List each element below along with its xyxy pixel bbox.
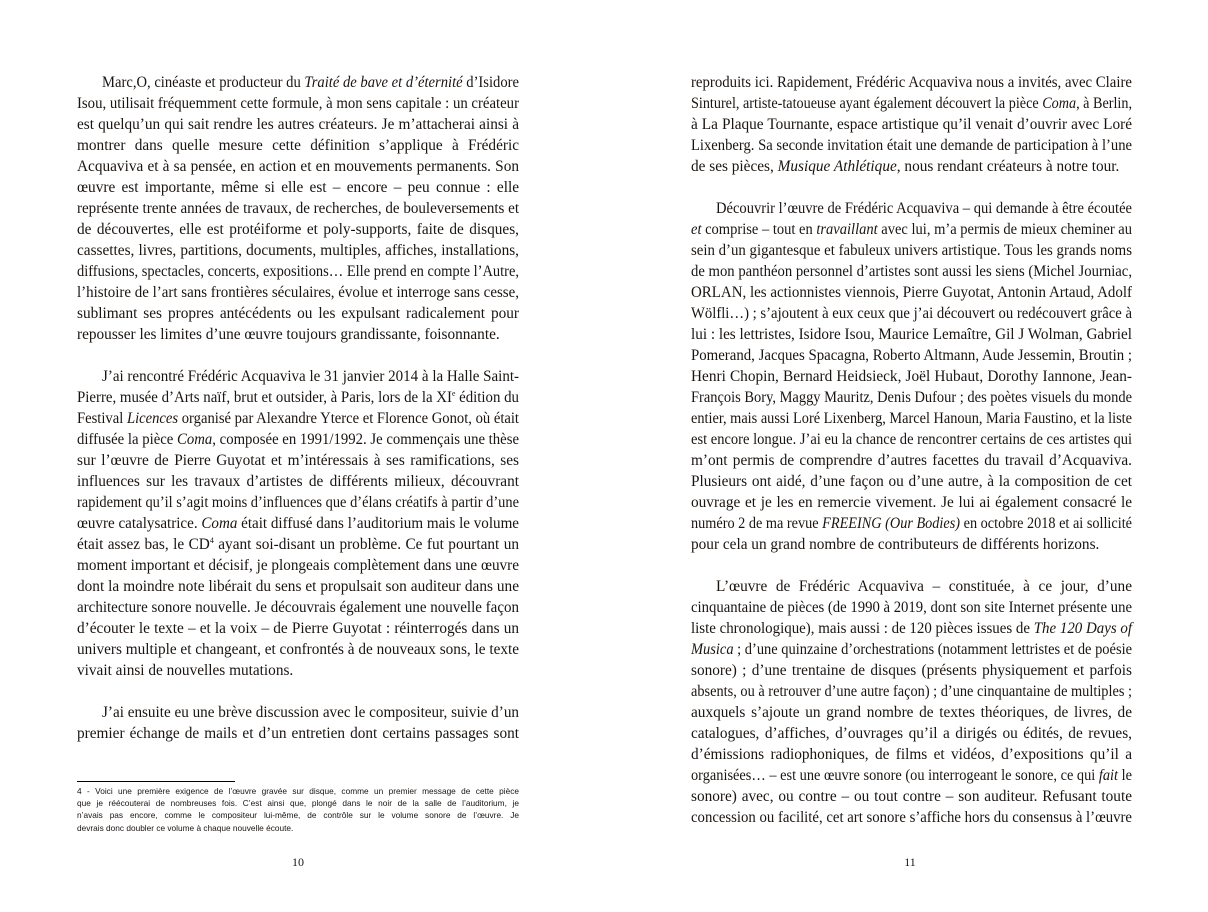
text-line: [77, 261, 519, 282]
text-line: [691, 324, 1132, 345]
text-segment: édition du: [455, 389, 519, 406]
text-segment: cinquantaine de pièces (de 1990 à 2019, dont son site Internet présente une: [691, 599, 1132, 616]
text-segment: de découvertes, elle est protéiforme et poly-supports, faite de disques,: [77, 221, 519, 238]
text-line: [77, 114, 519, 135]
italic-text: Coma: [1042, 95, 1077, 112]
text-line: [691, 723, 1132, 744]
right-page: [604, 0, 1208, 912]
text-segment: le: [1118, 767, 1132, 784]
paragraph: [77, 72, 519, 345]
text-segment: est encore longue. J’ai eu la chance de rencontrer certains de ces artistes qui: [691, 431, 1132, 448]
text-segment: pour cela un grand nombre de contributeurs de différents horizons.: [691, 536, 1100, 553]
footnote: [77, 785, 519, 834]
text-segment: reproduits ici. Rapidement, Frédéric Acquaviva nous a invités, avec Claire: [691, 74, 1132, 91]
body-text: [691, 72, 1132, 849]
text-line: [691, 597, 1132, 618]
text-segment: vivait ainsi de nouvelles mutations.: [77, 662, 294, 679]
text-segment: univers multiple et changeant, et confrontés à de nouveaux sons, le texte: [77, 641, 519, 658]
footnote-text: que je réécouterai de nombreuses fois. C’est ainsi que, plongé dans le noir de la salle de l’auditorium, je: [77, 798, 519, 809]
text-segment: Découvrir l’œuvre de Frédéric Acquaviva – qui demande à être écoutée: [716, 200, 1132, 217]
body-text: [77, 72, 519, 765]
text-line: [691, 261, 1132, 282]
text-line: [691, 639, 1132, 660]
text-segment: , nous rendant créateurs à notre tour.: [896, 158, 1120, 175]
text-line: [691, 513, 1132, 534]
text-line: [691, 450, 1132, 471]
text-line: [691, 660, 1132, 681]
text-line: [691, 534, 1132, 555]
footnote-separator: [77, 781, 235, 782]
text-segment: était assez bas, le CD: [77, 536, 210, 553]
text-segment: œuvre est importante, même si elle est – encore – peu connue : elle: [77, 179, 519, 196]
text-line: [77, 702, 519, 723]
text-segment: d’Isidore: [462, 74, 519, 91]
text-line: [77, 72, 519, 93]
text-segment: Henri Chopin, Bernard Heidsieck, Joël Hubaut, Dorothy Iannone, Jean-: [691, 368, 1132, 385]
text-segment: rapidement qu’il s’agit moins d’influences que d’élans créatifs à partir d’une: [77, 494, 519, 511]
text-line: [77, 471, 519, 492]
italic-text: Musica: [691, 641, 734, 658]
text-segment: Marc,O, cinéaste et producteur du: [102, 74, 305, 91]
text-segment: de ses pièces,: [691, 158, 778, 175]
italic-text: Traité de bave et d’éternité: [304, 74, 463, 91]
text-segment: dont la moindre note libérait du sens et propulsait son auditeur dans une: [77, 578, 519, 595]
text-segment: m’ont permis de comprendre d’autres facettes du travail d’Acquaviva.: [691, 452, 1132, 469]
text-line: [77, 366, 519, 387]
italic-text: Musique Athlétique: [777, 158, 897, 175]
text-segment: de mon panthéon personnel d’artistes sont aussi les siens (Michel Journiac,: [691, 263, 1132, 280]
text-segment: en octobre 2018 et ai sollicité: [960, 515, 1132, 532]
italic-text: The 120 Days of: [1033, 620, 1132, 637]
text-line: [77, 282, 519, 303]
text-segment: organisé par Alexandre Yterce et Florence Gonot, où était: [178, 410, 519, 427]
text-line: [691, 198, 1132, 219]
text-line: [77, 324, 519, 345]
text-segment: concession ou facilité, cet art sonore s’affiche hors du consensus à l’œuvre: [691, 809, 1132, 826]
text-line: [77, 513, 519, 534]
paragraph: [691, 72, 1132, 177]
text-line: [77, 534, 519, 555]
text-segment: Pomerand, Jacques Spacagna, Roberto Altmann, Aude Jessemin, Broutin ;: [691, 347, 1132, 364]
footnote-line: [77, 822, 519, 834]
text-segment: Lixenberg. Sa seconde invitation était une demande de participation à l’une: [691, 137, 1132, 154]
footnote-text: 4 - Voici une première exigence de l’œuvre gravée sur disque, comme un premier message de cette pièce: [77, 786, 519, 796]
text-segment: Wölfli…) ; s’ajoutent à eux ceux que j’ai découvert ou redécouvert grâce à: [691, 305, 1132, 322]
text-segment: l’histoire de l’art sans frontières séculaires, évolue et interroge sans cesse,: [77, 284, 519, 301]
text-segment: cassettes, livres, partitions, documents, multiples, affiches, installations,: [77, 242, 519, 259]
text-segment: d’écouter le texte – et la voix – de Pierre Guyotat : réinterrogés dans un: [77, 620, 519, 637]
text-segment: à La Plaque Tournante, espace artistique qu’il venait d’ouvrir avec Loré: [691, 116, 1132, 133]
text-segment: comprise – tout en: [701, 221, 817, 238]
text-line: [691, 702, 1132, 723]
superscript: 4: [209, 536, 214, 545]
italic-text: FREEING (Our Bodies): [822, 515, 961, 532]
text-line: [77, 450, 519, 471]
text-line: [691, 765, 1132, 786]
text-segment: liste chronologique), mais aussi : de 120 pièces issues de: [691, 620, 1034, 637]
text-line: [77, 429, 519, 450]
italic-text: Coma: [201, 515, 238, 532]
text-segment: avec lui, m’a permis de mieux cheminer au: [877, 221, 1132, 238]
text-segment: numéro 2 de ma revue: [691, 515, 823, 532]
text-segment: Isou, utilisait fréquemment cette formule, à mon sens capitale : un créateur: [77, 95, 519, 112]
text-segment: était diffusé dans l’auditorium mais le volume: [237, 515, 519, 532]
text-line: [77, 387, 519, 408]
text-segment: sein d’un gigantesque et fabuleux univers artistique. Tous les grands noms: [691, 242, 1132, 259]
text-segment: lui : les lettristes, Isidore Isou, Maurice Lemaître, Gil J Wolman, Gabriel: [691, 326, 1132, 343]
text-line: [77, 660, 519, 681]
text-segment: François Bory, Maggy Mauritz, Denis Dufour ; des poètes visuels du monde: [691, 389, 1132, 406]
text-segment: sonore) ; d’une trentaine de disques (présents physiquement et parfois: [691, 662, 1132, 679]
italic-text: fait: [1098, 767, 1119, 784]
text-line: [77, 219, 519, 240]
text-segment: repousser les limites d’une œuvre toujours grandissante, foisonnante.: [77, 326, 500, 343]
text-line: [691, 114, 1132, 135]
text-segment: sur l’œuvre de Pierre Guyotat et m’intéressais à ses ramifications, ses: [77, 452, 519, 469]
text-line: [77, 198, 519, 219]
text-line: [77, 303, 519, 324]
text-line: [691, 387, 1132, 408]
text-line: [691, 618, 1132, 639]
text-segment: ORLAN, les actionnistes viennois, Pierre Guyotat, Antonin Artaud, Adolf: [691, 284, 1132, 301]
text-line: [691, 72, 1132, 93]
text-segment: premier échange de mails et d’un entretien dont certains passages sont: [77, 725, 519, 742]
text-line: [77, 177, 519, 198]
text-line: [77, 156, 519, 177]
footnote-text: devrais donc doubler ce volume à chaque nouvelle écoute.: [77, 822, 294, 833]
text-segment: J’ai ensuite eu une brève discussion avec le compositeur, suivie d’un: [102, 704, 519, 721]
text-segment: ayant soi-disant un problème. Ce fut pourtant un: [213, 536, 520, 553]
text-line: [77, 576, 519, 597]
text-line: [77, 723, 519, 744]
text-line: [691, 240, 1132, 261]
footnote-line: [77, 797, 519, 809]
text-segment: montrer dans quelle mesure cette définition s’applique à Frédéric: [77, 137, 519, 154]
text-segment: œuvre catalysatrice.: [77, 515, 202, 532]
text-line: [691, 786, 1132, 807]
text-segment: diffusions, spectacles, concerts, expositions… Elle prend en compte l’Autre,: [77, 263, 519, 280]
text-segment: catalogues, d’affiches, d’ouvrages qu’il a dirigés ou édités, de revues,: [691, 725, 1132, 742]
italic-text: Coma: [177, 431, 213, 448]
text-segment: Plusieurs ont aidé, d’une façon ou d’une autre, à la composition de cet: [691, 473, 1132, 490]
page-number: 11: [904, 855, 916, 869]
italic-text: travaillant: [816, 221, 878, 238]
text-segment: sonore) avec, ou contre – ou tout contre – son auditeur. Refusant toute: [691, 788, 1132, 805]
text-line: [691, 303, 1132, 324]
text-line: [77, 618, 519, 639]
text-segment: Festival: [77, 410, 127, 427]
text-line: [691, 345, 1132, 366]
text-segment: diffusée la pièce: [77, 431, 178, 448]
text-line: [691, 492, 1132, 513]
text-line: [691, 807, 1132, 828]
paragraph: [691, 576, 1132, 828]
text-line: [691, 408, 1132, 429]
text-line: [77, 408, 519, 429]
text-segment: Pierre, musée d’Arts naïf, brut et outsider, à Paris, lors de la XI: [77, 389, 452, 406]
italic-text: Licences: [126, 410, 179, 427]
page-number: 10: [292, 855, 304, 869]
text-segment: Sinturel, artiste-tatoueuse ayant également découvert la pièce: [691, 95, 1043, 112]
paragraph: [691, 198, 1132, 555]
text-line: [77, 93, 519, 114]
text-line: [691, 282, 1132, 303]
text-segment: moment important et décisif, je plongeais complètement dans une œuvre: [77, 557, 519, 574]
text-segment: J’ai rencontré Frédéric Acquaviva le 31 janvier 2014 à la Halle Saint-: [102, 368, 519, 385]
text-line: [691, 744, 1132, 765]
text-segment: représente trente années de travaux, de recherches, de bouleversements et: [77, 200, 519, 217]
text-line: [77, 597, 519, 618]
text-line: [691, 93, 1132, 114]
italic-text: et: [691, 221, 702, 238]
text-segment: L’œuvre de Frédéric Acquaviva – constituée, à ce jour, d’une: [716, 578, 1132, 595]
text-line: [77, 555, 519, 576]
paragraph: [77, 366, 519, 681]
text-segment: est quelqu’un qui sait rendre les autres créateurs. Je m’attacherai ainsi à: [77, 116, 519, 133]
text-segment: , composée en 1991/1992. Je commençais une thèse: [212, 431, 519, 448]
text-segment: absents, ou à retrouver d’une autre façon) ; d’une cinquantaine de multiples ;: [691, 683, 1132, 700]
paragraph: [77, 702, 519, 744]
text-segment: , à Berlin,: [1076, 95, 1132, 112]
text-segment: entier, mais aussi Loré Lixenberg, Marcel Hanoun, Maria Faustino, et la liste: [691, 410, 1132, 427]
text-line: [691, 681, 1132, 702]
superscript: e: [451, 389, 456, 398]
footnote-line: [77, 785, 519, 797]
text-line: [77, 135, 519, 156]
text-segment: influences sur les travaux d’artistes de différents milieux, découvrant: [77, 473, 519, 490]
text-segment: Acquaviva et à sa pensée, en action et en mouvements permanents. Son: [77, 158, 519, 175]
text-line: [77, 240, 519, 261]
text-line: [77, 492, 519, 513]
text-line: [691, 156, 1132, 177]
text-segment: organisées… – est une œuvre sonore (ou interrogeant le sonore, ce qui: [691, 767, 1099, 784]
text-line: [691, 135, 1132, 156]
text-segment: auxquels s’ajoute un grand nombre de textes théoriques, de livres, de: [691, 704, 1132, 721]
footnote-line: [77, 809, 519, 821]
footnote-text: n’avais pas encore, comme le compositeur lui-même, de contrôle sur le volume sonore de l’œuvre. Je: [77, 810, 519, 821]
text-line: [691, 429, 1132, 450]
text-line: [691, 576, 1132, 597]
text-line: [691, 219, 1132, 240]
text-line: [77, 639, 519, 660]
text-line: [691, 471, 1132, 492]
text-line: [691, 366, 1132, 387]
text-segment: ouvrage et je les en remercie vivement. Je lui ai également consacré le: [691, 494, 1132, 511]
text-segment: d’émissions radiophoniques, de films et vidéos, d’expositions qu’il a: [691, 746, 1132, 763]
text-segment: sublimant ses propres antécédents ou les expulsant radicalement pour: [77, 305, 519, 322]
text-segment: ; d’une quinzaine d’orchestrations (notamment lettristes et de poésie: [733, 641, 1132, 658]
text-segment: architecture sonore nouvelle. Je découvrais également une nouvelle façon: [77, 599, 519, 616]
